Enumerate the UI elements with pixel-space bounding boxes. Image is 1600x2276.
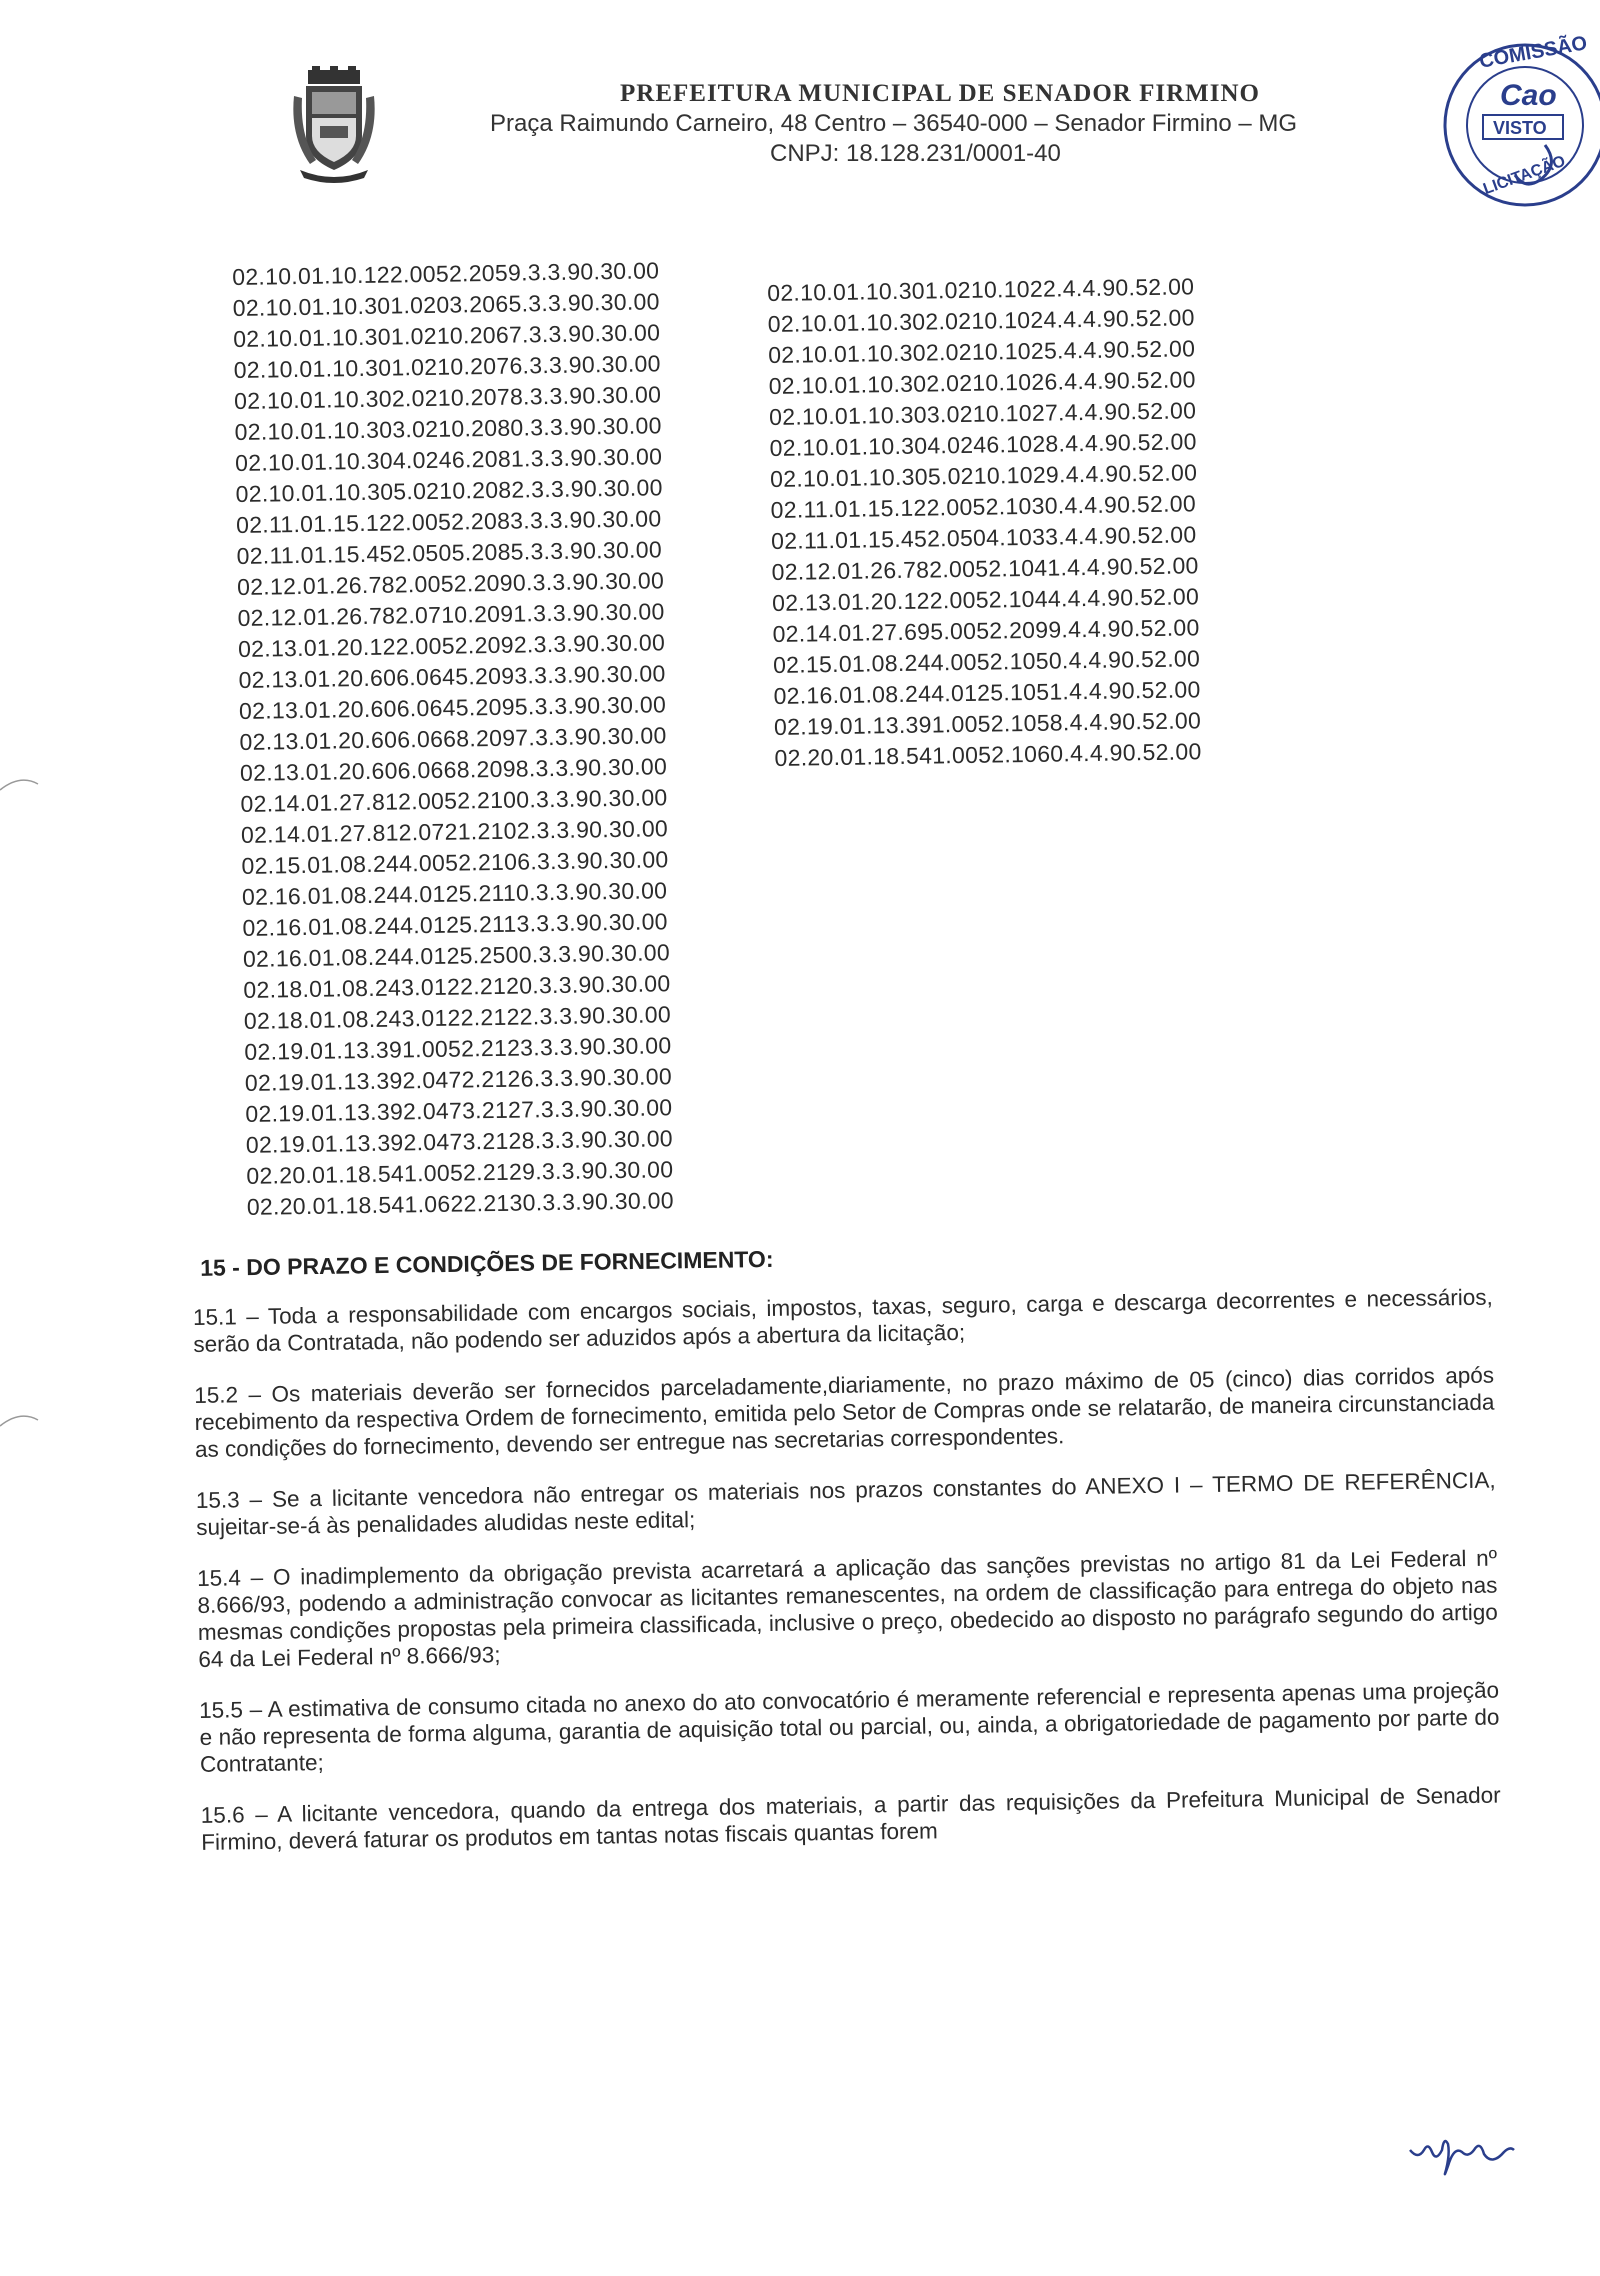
budget-code-item: 02.10.01.10.302.0210.1024.4.4.90.52.00 xyxy=(767,304,1195,337)
budget-code-item: 02.16.01.08.244.0125.2110.3.3.90.30.00 xyxy=(241,877,668,910)
page-title: PREFEITURA MUNICIPAL DE SENADOR FIRMINO xyxy=(620,80,1260,107)
budget-code-item: 02.10.01.10.303.0210.1027.4.4.90.52.00 xyxy=(768,397,1197,430)
address-line: Praça Raimundo Carneiro, 48 Centro – 36540-000 – Senador Firmino – MG xyxy=(490,110,1298,137)
budget-code-item: 02.10.01.10.302.0210.1026.4.4.90.52.00 xyxy=(768,366,1196,399)
budget-code-item: 02.14.01.27.695.0052.2099.4.4.90.52.00 xyxy=(772,614,1200,647)
budget-code-item: 02.12.01.26.782.0052.1041.4.4.90.52.00 xyxy=(771,552,1199,585)
budget-code-item: 02.19.01.13.391.0052.2123.3.3.90.30.00 xyxy=(244,1032,672,1065)
budget-code-item: 02.15.01.08.244.0052.2106.3.3.90.30.00 xyxy=(241,846,669,879)
budget-code-item: 02.10.01.10.301.0203.2065.3.3.90.30.00 xyxy=(232,288,660,321)
budget-code-item: 02.15.01.08.244.0052.1050.4.4.90.52.00 xyxy=(772,645,1201,678)
stamp-initials: Cao xyxy=(1500,79,1557,112)
budget-code-item: 02.13.01.20.122.0052.2092.3.3.90.30.00 xyxy=(237,629,666,662)
budget-code-item: 02.11.01.15.122.0052.1030.4.4.90.52.00 xyxy=(770,490,1197,523)
budget-code-item: 02.10.01.10.301.0210.2067.3.3.90.30.00 xyxy=(233,319,661,352)
budget-code-item: 02.13.01.20.606.0668.2098.3.3.90.30.00 xyxy=(239,753,668,786)
budget-code-item: 02.10.01.10.301.0210.2076.3.3.90.30.00 xyxy=(233,350,661,383)
budget-code-item: 02.19.01.13.392.0473.2128.3.3.90.30.00 xyxy=(245,1125,674,1158)
budget-code-item: 02.20.01.18.541.0622.2130.3.3.90.30.00 xyxy=(246,1187,675,1220)
section-paragraphs xyxy=(193,1284,1502,1856)
budget-code-item: 02.10.01.10.301.0210.1022.4.4.90.52.00 xyxy=(767,273,1195,306)
budget-code-item: 02.13.01.20.606.0645.2093.3.3.90.30.00 xyxy=(238,660,666,693)
budget-code-item: 02.18.01.08.243.0122.2120.3.3.90.30.00 xyxy=(243,970,671,1003)
clause-paragraph: 15.6 – A licitante vencedora, quando da entrega dos materiais, a partir das requisições da Prefeitura Municipal de Senador Firmino, deverá faturar os produtos em tantas notas fiscais quantas forem xyxy=(200,1782,1501,1855)
clause-paragraph: 15.3 – Se a licitante vencedora não entregar os materiais nos prazos constantes do ANEXO I – TERMO DE REFERÊNCIA, sujeitar-se-á às penalidades aludidas neste edital; xyxy=(195,1467,1496,1540)
budget-code-item: 02.10.01.10.304.0246.2081.3.3.90.30.00 xyxy=(234,443,663,476)
budget-codes-left xyxy=(232,255,674,1223)
budget-code-item: 02.16.01.08.244.0125.1051.4.4.90.52.00 xyxy=(773,676,1201,709)
budget-code-item: 02.16.01.08.244.0125.2500.3.3.90.30.00 xyxy=(242,939,671,972)
clause-paragraph: 15.4 – O inadimplemento da obrigação prevista acarretará a aplicação das sanções previstas no artigo 81 da Lei Federal nº 8.666/93, podendo a administração convocar as licitantes remanescentes, na ordem de classificação para entrega do objeto nas mesmas condições propostas pela primeira classificada, inclusive o preço, obedecido ao disposto no parágrafo segundo do artigo 64 da Lei Federal nº 8.666/93; xyxy=(196,1545,1498,1672)
budget-code-item: 02.19.01.13.391.0052.1058.4.4.90.52.00 xyxy=(773,707,1202,740)
stamp-bottom-text: LICITAÇÃO xyxy=(1481,152,1568,199)
budget-code-item: 02.19.01.13.392.0472.2126.3.3.90.30.00 xyxy=(244,1063,673,1096)
budget-code-item: 02.16.01.08.244.0125.2113.3.3.90.30.00 xyxy=(242,908,668,941)
budget-code-item: 02.10.01.10.304.0246.1028.4.4.90.52.00 xyxy=(769,428,1197,461)
budget-code-item: 02.13.01.20.606.0668.2097.3.3.90.30.00 xyxy=(239,722,667,755)
budget-code-item: 02.10.01.10.303.0210.2080.3.3.90.30.00 xyxy=(234,412,662,445)
commission-stamp xyxy=(1425,15,1600,215)
budget-codes-right xyxy=(767,271,1202,774)
budget-code-item: 02.10.01.10.305.0210.2082.3.3.90.30.00 xyxy=(235,474,663,507)
budget-code-item: 02.10.01.10.302.0210.1025.4.4.90.52.00 xyxy=(768,335,1196,368)
budget-code-item: 02.20.01.18.541.0052.2129.3.3.90.30.00 xyxy=(246,1156,674,1189)
stamp-top-text: COMISSÃO xyxy=(1477,32,1589,73)
budget-code-item: 02.10.01.10.122.0052.2059.3.3.90.30.00 xyxy=(232,257,660,290)
budget-code-item: 02.18.01.08.243.0122.2122.3.3.90.30.00 xyxy=(243,1001,672,1034)
section-title: 15 - DO PRAZO E CONDIÇÕES DE FORNECIMENTO: xyxy=(199,1245,774,1281)
budget-code-item: 02.11.01.15.122.0052.2083.3.3.90.30.00 xyxy=(235,505,662,538)
budget-code-item: 02.12.01.26.782.0052.2090.3.3.90.30.00 xyxy=(236,567,665,600)
letterhead xyxy=(470,80,1450,168)
budget-code-item: 02.20.01.18.541.0052.1060.4.4.90.52.00 xyxy=(774,738,1202,771)
clause-paragraph: 15.2 – Os materiais deverão ser fornecidos parceladamente,diariamente, no prazo máximo de 05 (cinco) dias corridos após recebimento da respectiva Ordem de fornecimento, emitida pelo Setor de Compras onde se relatarão, de maneira circunstanciada as condições do fornecimento, devendo ser entregue nas secretarias correspondentes. xyxy=(194,1362,1495,1462)
stamp-visto-text: VISTO xyxy=(1493,118,1547,138)
budget-code-item: 02.13.01.20.606.0645.2095.3.3.90.30.00 xyxy=(238,691,667,724)
budget-code-item: 02.14.01.27.812.0052.2100.3.3.90.30.00 xyxy=(240,784,668,817)
budget-code-item: 02.13.01.20.122.0052.1044.4.4.90.52.00 xyxy=(771,583,1200,616)
budget-code-item: 02.14.01.27.812.0721.2102.3.3.90.30.00 xyxy=(240,815,669,848)
signature-icon xyxy=(1405,2120,1525,2180)
edge-mark-icon xyxy=(0,772,40,792)
budget-code-item: 02.10.01.10.302.0210.2078.3.3.90.30.00 xyxy=(233,381,662,414)
section-15 xyxy=(192,1235,1502,1880)
clause-paragraph: 15.5 – A estimativa de consumo citada no anexo do ato convocatório é meramente referencial e representa apenas uma projeção e não representa de forma alguma, garantia de aquisição total ou parcial, ou, ainda, a obrigatoriedade de pagamento por parte do Contratante; xyxy=(198,1677,1500,1777)
budget-code-item: 02.10.01.10.305.0210.1029.4.4.90.52.00 xyxy=(769,459,1198,492)
cnpj-line: CNPJ: 18.128.231/0001-40 xyxy=(770,140,1061,167)
clause-paragraph: 15.1 – Toda a responsabilidade com encargos sociais, impostos, taxas, seguro, carga e descarga decorrentes e necessários, serão da Contratada, não podendo ser aduzidos após a abertura da licitação; xyxy=(192,1284,1494,1357)
municipal-crest-icon xyxy=(290,66,378,184)
budget-code-item: 02.11.01.15.452.0505.2085.3.3.90.30.00 xyxy=(236,536,663,569)
budget-code-item: 02.12.01.26.782.0710.2091.3.3.90.30.00 xyxy=(237,598,665,631)
budget-code-item: 02.11.01.15.452.0504.1033.4.4.90.52.00 xyxy=(770,521,1197,554)
edge-mark-icon xyxy=(0,1408,40,1428)
budget-code-item: 02.19.01.13.392.0473.2127.3.3.90.30.00 xyxy=(245,1094,673,1127)
